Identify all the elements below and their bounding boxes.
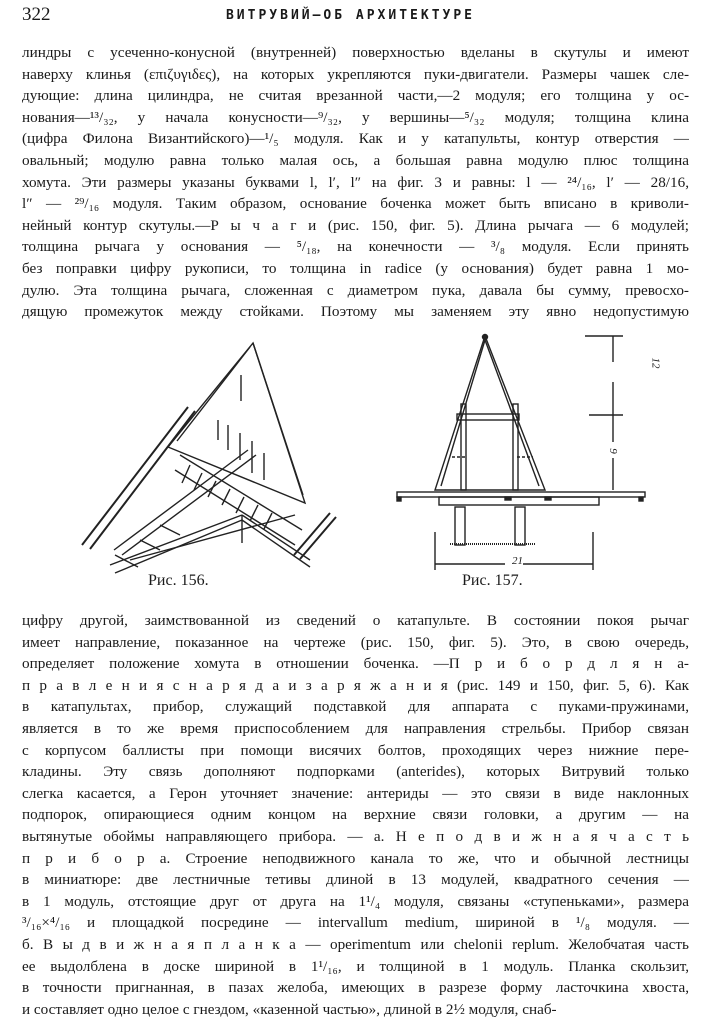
- text-line: подпорок, опирающиеся одним концом на верхние связи головки, а другим — на: [22, 806, 689, 824]
- running-title: ВИТРУВИЙ—ОБ АРХИТЕКТУРЕ: [225, 8, 475, 23]
- figure-156-drawing: [70, 335, 350, 575]
- text-line: слегка касается, а Герон уточняет значение: антериды — это связи в виде наклонных: [22, 784, 689, 802]
- text-line: наверху клинья (επιζυγιδες), на которых укрепляются пуки-двигатели. Размеры чашек сле-: [22, 65, 689, 83]
- figure-156-caption: Рис. 156.: [148, 572, 209, 589]
- text-line: нования—¹³/₃₂, у начала конусности—⁹/₃₂, у вершины—⁵/₃₂ модуля; толщина клина: [22, 108, 689, 126]
- text-line: б. В ы д в и ж н а я п л а н к а — operimentum или chelonii replum. Желобчатая часть: [22, 935, 689, 953]
- text-line: дующие: длина цилиндра, не считая врезанной части,—2 модуля; его толщина у ос-: [22, 87, 689, 105]
- text-line: является в то же время приспособлением для направления стрельбы. Прибор связан: [22, 719, 689, 737]
- text-line: без поправки цифру рукописи, то толщина in radice (у основания) будет равна 1 мо-: [22, 259, 689, 277]
- text-line: линдры с усеченно-конусной (внутренней) поверхностью вделаны в скутулы и имеют: [22, 44, 689, 61]
- page-number: 322: [22, 4, 51, 25]
- text-line: ³/₁₆×⁴/₁₆ и площадкой посредине — intervallum medium, шириной в ¹/₈ модуля. —: [22, 914, 689, 932]
- text-line: нейный контур скутулы.—Р ы ч а г и (рис. 150, фиг. 5). Длина рычага — 6 модулей;: [22, 216, 689, 234]
- dimension-label-upper: 12: [649, 357, 662, 369]
- text-line: хомута. Эти размеры указаны буквами l, l′, l″ на фиг. 3 и равны: l — ²⁴/₁₆, l′ — 28/16,: [22, 173, 689, 191]
- text-line: дящую промежуток между стойками. Поэтому мы заменяем эту явно недопустимую: [22, 303, 689, 321]
- figure-157-drawing: [395, 332, 685, 572]
- figure-157-caption: Рис. 157.: [462, 572, 523, 589]
- text-line: кладины. Эту связь дополняют подпорками (anterides), которых Витрувий только: [22, 763, 689, 781]
- text-line: цифру другой, заимствованной из сведений о катапульте. В состоянии покоя рычаг: [22, 612, 689, 629]
- page-header: [22, 4, 679, 34]
- dimension-label-lower: 9: [606, 448, 619, 454]
- top-paragraph: [22, 42, 689, 323]
- text-line: с корпусом баллисты при помощи висячих болтов, проходящих через нижние пере-: [22, 741, 689, 759]
- text-line: в катапультах, прибор, служащий подставкой для аппарата с пуками-пружинами,: [22, 698, 689, 716]
- text-line: определяет положение хомута в отношении боченка. —П р и б о р д л я н а-: [22, 655, 689, 673]
- text-line: овальный; модулю равна только малая ось, а большая равна модулю плюс толщина: [22, 151, 689, 169]
- text-line: п р и б о р а. Строение неподвижного канала то же, что и обычной лестницы: [22, 849, 689, 867]
- text-line: в миниатюре: две лестничные тетивы длиной в 13 модулей, квадратного сечения —: [22, 871, 689, 889]
- text-line: вытянутые обоймы направляющего прибора. — а. Н е п о д в и ж н а я ч а с т ь: [22, 827, 689, 845]
- text-line: п р а в л е н и я с н а р я д а и з а р я ж а н и я (рис. 149 и 150, фиг. 5, 6). Как: [22, 676, 689, 694]
- text-line: ее выдолблена в доске шириной в 1¹/₁₆, и толщиной в 1 модуль. Планка скользит,: [22, 957, 689, 975]
- text-line: имеет направление, показанное на чертеже (рис. 150, фиг. 5). Это, в свою очередь,: [22, 633, 689, 651]
- text-line: толщина рычага у основания — ⁵/₁₈, на конечности — ³/₈ модуля. Если принять: [22, 238, 689, 256]
- dimension-label-base: 21: [512, 555, 523, 567]
- text-line: в 1 модуль, отстоящие друг от друга на 1¹/₄ модуля, связаны «ступеньками», размера: [22, 892, 689, 910]
- text-line: дулю. Эта толщина рычага, сложенная с диаметром пука, давала бы сумму, превосхо-: [22, 281, 689, 299]
- text-line: в точности пригнанная, в пазах желоба, имеющих в разрезе форму ласточкина хвоста,: [22, 979, 689, 997]
- text-line: (цифра Филона Византийского)—¹/₅ модуля. Как и у катапульты, контур отверстия —: [22, 130, 689, 148]
- text-line: и составляет одно целое с гнездом, «казенной частью», длиной в 2½ модуля, снаб-: [22, 1000, 557, 1018]
- text-line: l″ — ²⁹/₁₆ модуля. Таким образом, основание боченка может быть вписано в криволи-: [22, 195, 689, 213]
- bottom-paragraph: [22, 610, 689, 1020]
